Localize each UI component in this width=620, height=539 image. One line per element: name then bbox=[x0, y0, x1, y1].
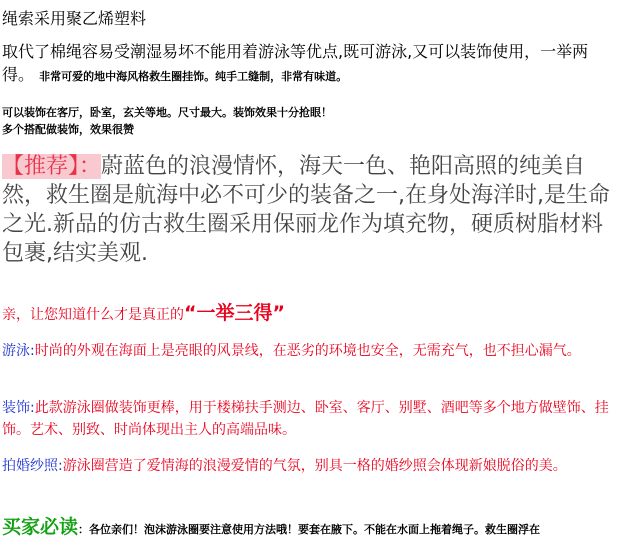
feature-swimming bbox=[2, 340, 618, 362]
feature-label: 游泳: bbox=[2, 343, 35, 359]
paragraph-placement bbox=[2, 104, 618, 138]
feature-text: 此款游泳圈做装饰更棒，用于楼梯扶手测边、卧室、客厅、别墅、酒吧等多个地方做壁饰、挂饰。艺术、别致、时尚体现出主人的高端品味。 bbox=[2, 400, 609, 438]
intro-line bbox=[2, 298, 285, 325]
paragraph-advantages bbox=[2, 40, 618, 88]
recommend-paragraph bbox=[2, 152, 618, 268]
feature-text: 游泳圈营造了爱情海的浪漫爱情的气氛，别具一格的婚纱照会体现新娘脱俗的美。 bbox=[62, 458, 567, 474]
feature-decoration bbox=[2, 397, 618, 441]
must-read-line bbox=[2, 512, 540, 539]
recommend-text: 蔚蓝色的浪漫情怀，海天一色、艳阳高照的纯美自然，救生圈是航海中必不可少的装备之一,在身处海洋时,是生命之光.新品的仿古救生圈采用保丽龙作为填充物，硬质树脂材料包裹,结实美观. bbox=[2, 154, 610, 266]
placement-line-2: 多个搭配做装饰，效果很赞 bbox=[2, 123, 134, 136]
advantages-text: 取代了棉绳容易受潮湿易坏不能用着游泳等优点,既可游泳,又可以装饰使用，一举两得。 bbox=[2, 42, 589, 84]
advantages-note: 非常可爱的地中海风格救生圈挂饰。纯手工缝制，非常有味道。 bbox=[39, 70, 348, 83]
placement-line-1: 可以装饰在客厅，卧室，玄关等地。尺寸最大。装饰效果十分抢眼！ bbox=[2, 106, 332, 119]
feature-wedding-photo bbox=[2, 455, 618, 477]
recommend-tag: 【推荐】： bbox=[2, 154, 102, 179]
feature-text: 时尚的外观在海面上是亮眼的风景线，在恶劣的环境也安全，无需充气，也不担心漏气。 bbox=[34, 343, 581, 359]
intro-highlight: “一举三得” bbox=[184, 302, 285, 324]
intro-prefix: 亲，让您知道什么才是真正的 bbox=[2, 307, 184, 323]
feature-label: 装饰: bbox=[2, 400, 35, 416]
must-read-label: 买家必读 bbox=[2, 516, 79, 538]
feature-label: 拍婚纱照: bbox=[2, 458, 63, 474]
heading-material: 绳索采用聚乙烯塑料 bbox=[2, 9, 147, 28]
must-read-text: ：各位亲们！泡沫游泳圈要注意使用方法哦！要套在腋下。不能在水面上拖着绳子。救生圈浮在 bbox=[78, 523, 541, 536]
